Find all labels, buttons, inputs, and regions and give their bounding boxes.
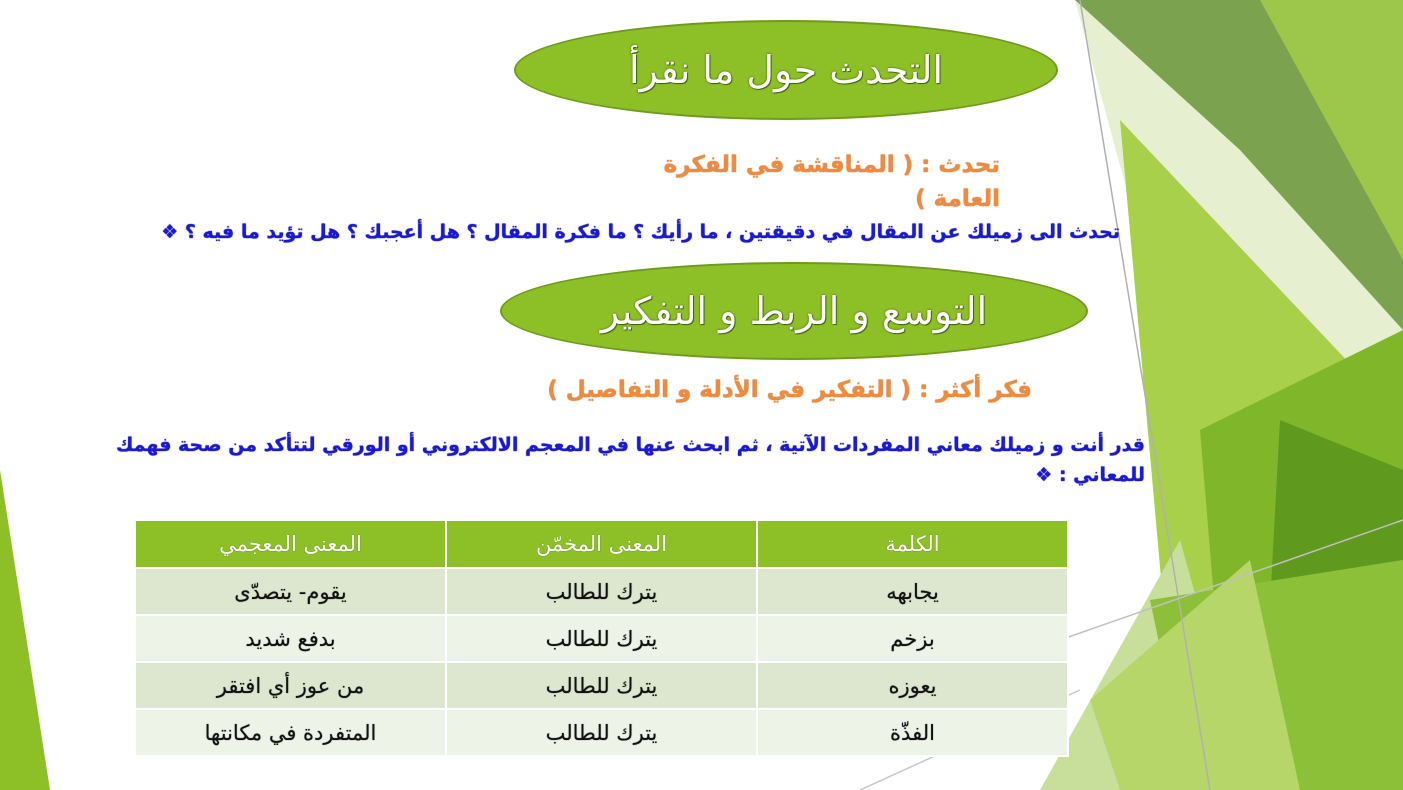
speaking-instruction-text: تحدث الى زميلك عن المقال في دقيقتين ، ما رأيك ؟ ما فكرة المقال ؟ هل أعجبك ؟ هل تؤيد ما فيه ؟ <box>184 221 1120 243</box>
table-cell-word: بزخم <box>757 615 1068 662</box>
column-header-word: الكلمة <box>757 520 1068 568</box>
section-heading-expansion-text: التوسع و الربط و التفكير <box>600 289 988 333</box>
vocabulary-table <box>134 519 1069 757</box>
table-cell-dictionary-meaning: يقوم- يتصدّى <box>135 568 446 615</box>
table-row <box>135 615 1068 662</box>
section-heading-speaking <box>514 20 1058 120</box>
bullet-diamond-icon: ❖ <box>161 221 179 243</box>
table-cell-word: يعوزه <box>757 662 1068 709</box>
table-cell-word: يجابهه <box>757 568 1068 615</box>
table-cell-guessed-meaning: يترك للطالب <box>446 615 757 662</box>
table-cell-word: الفذّة <box>757 709 1068 756</box>
column-header-dictionary-meaning: المعنى المعجمي <box>135 520 446 568</box>
vocabulary-instruction-text: قدر أنت و زميلك معاني المفردات الآتية ، ثم ابحث عنها في المعجم الالكتروني أو الورقي لتتأكد من صحة فهمك للمعاني : <box>115 434 1145 486</box>
table-header-row <box>135 520 1068 568</box>
table-row <box>135 568 1068 615</box>
table-cell-guessed-meaning: يترك للطالب <box>446 709 757 756</box>
expansion-subheading: فكر أكثر : ( التفكير في الأدلة و التفاصيل ) <box>547 377 1032 403</box>
bullet-diamond-icon: ❖ <box>1035 464 1053 486</box>
section-heading-expansion <box>500 262 1088 360</box>
table-cell-dictionary-meaning: من عوز أي افتقر <box>135 662 446 709</box>
vocabulary-instruction <box>60 430 1145 490</box>
speaking-subheading: تحدث : ( المناقشة في الفكرة العامة ) <box>663 152 1000 212</box>
speaking-instruction <box>70 218 1120 246</box>
table-cell-guessed-meaning: يترك للطالب <box>446 568 757 615</box>
column-header-guessed-meaning: المعنى المخمّن <box>446 520 757 568</box>
table-row <box>135 662 1068 709</box>
table-row <box>135 709 1068 756</box>
table-cell-dictionary-meaning: بدفع شديد <box>135 615 446 662</box>
table-cell-guessed-meaning: يترك للطالب <box>446 662 757 709</box>
table-cell-dictionary-meaning: المتفردة في مكانتها <box>135 709 446 756</box>
section-heading-speaking-text: التحدث حول ما نقرأ <box>628 48 944 92</box>
